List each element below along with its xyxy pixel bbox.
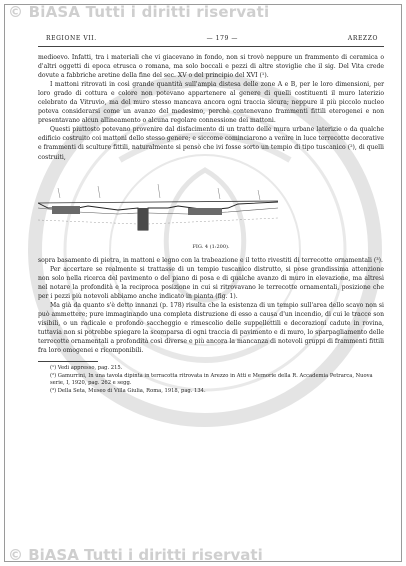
body-paragraph: Questi piuttosto potevano provenire dal disfacimento di un tratto delle mura urbane laterizie o da qualche edificio costruito coi mattoni dello stesso genere; e siccome cominciarono a venire in luce terrecotte decorative e frammenti di sculture fittili, naturalmente si pensò che ivi fosse sorto un tempio di tipo tuscanico (²), di quelli costruiti,: [38, 126, 384, 161]
footnote-rule: [38, 361, 98, 362]
footnote: (¹) Vedi appresso, pag. 215.: [50, 365, 123, 372]
figure-caption: FIG. 4 (1:200).: [192, 243, 230, 250]
footnote: (³) Della Seta, Museo di Villa Giulia, Roma, 1918, pag. 134.: [50, 387, 206, 394]
footnote: (²) Gamurrini, In una tavola dipinta in terracotta ritrovata in Arezzo in Atti e Memorie della R. Accademia Petrarca, Nuova serie, I, 1920, pag. 262 e segg.: [50, 372, 373, 387]
watermark-bottom: © BiASA Tutti i diritti riservati: [8, 546, 263, 564]
header-city: AREZZO: [347, 35, 378, 42]
watermark-top: © BiASA Tutti i diritti riservati: [8, 3, 270, 21]
header-rule: [38, 46, 384, 47]
document-page: [38, 34, 384, 534]
header-region: REGIONE VII.: [46, 35, 97, 42]
body-paragraph: Per accertare se realmente si trattasse di un tempio tuscanico distrutto, si pose grandissima attenzione non solo nella ricerca del pavimento o del piano di posa e di qualche avanzo di muro in elevazione, ma altresì nel notare la profondità e la reciproca posizione in cui si ritrovavano le terrecotte ornamentali, posizione che per i pezzi più notevoli abbiamo anche indicato in pianta (fig. 1).: [38, 265, 384, 300]
body-paragraph: I mattoni ritrovati in così grande quantità sull'ampia distesa delle zone A e B, per le loro dimensioni, per loro grado di cottura e colore non potevano appartenere al genere di quelli costituenti il muro laterizio celebrato da Vitruvio, ma del muro stesso mancava ancora ogni traccia sicura; neppure il più piccolo nucleo poteva considerarsi come un avanzo del medesimo, perchè contenevano frammenti fittili eterogenei e non presentavano alcun allineamento o alcuna regolare connessione dei mattoni.: [38, 81, 384, 125]
running-header: [38, 34, 384, 44]
body-paragraph: medioevo. Infatti, tra i materiali che vi giacevano in fondo, non si trovò neppure un frammento di ceramica o d'altri oggetti di epoca etrusca o romana, ma solo boccali e pezzi di altre stoviglie che il sig. Del Vita crede dovute a fabbriche aretine della fine del sec. XV o del principio del XVI (¹).: [38, 54, 384, 80]
header-page-number: — 179 —: [206, 35, 239, 42]
section-drawing-figure: [38, 168, 278, 238]
body-paragraph: sopra basamento di pietra, in mattoni e legno con la trabeazione e il tetto rivestiti di terrecotte ornamentali (³).: [38, 256, 383, 264]
body-paragraph: Ma già da quanto s'è detto innanzi (p. 178) risulta che la esistenza di un tempio sull'area dello scavo non si può ammettere; pure immaginando una completa distruzione di esso a causa d'un incendio, di cui le tracce son visibili, o un radicale e profondo saccheggio e rimescolio delle suppellettili e decorazioni cadute in rovina, tuttavia non si potrebbe spiegare la scomparsa di ogni traccia di pavimento e di muro, lo sparpagliamento delle terrecotte ornamentali a profondità così diverse e più ancora la mancanza di notevoli gruppi di frammenti fittili fra loro omogenei e ricomponibili.: [38, 301, 384, 355]
